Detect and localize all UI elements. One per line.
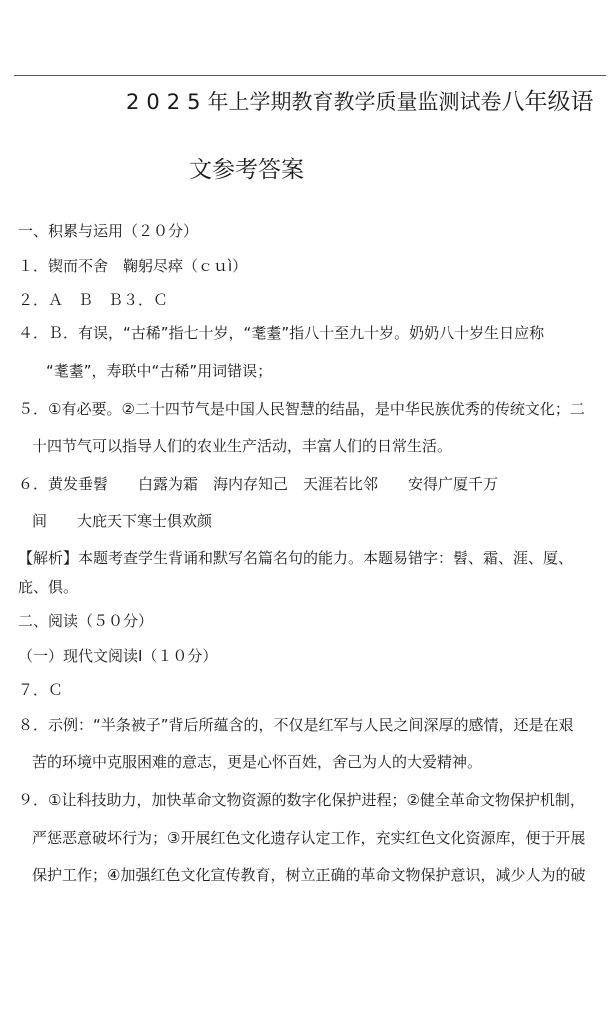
answer-4: ４．Ｂ．有误，“古稀”指七十岁，“耄耋”指八十至九十岁。奶奶八十岁生日应称: [18, 324, 545, 342]
answer-2-3: ２．Ａ Ｂ Ｂ３．Ｃ: [18, 291, 169, 309]
title-grade: 八年级语: [501, 89, 594, 115]
document-title-continued: 文参考答案: [189, 157, 304, 183]
answer-9-continued-2: 保护工作；④加强红色文化宣传教育，树立正确的革命文物保护意识，减少人为的破: [32, 866, 586, 884]
answer-1: １．锲而不舍 鞠躬尽瘁（ｃｕì）: [18, 257, 248, 275]
answer-6-analysis-continued: 庇、俱。: [18, 578, 79, 596]
title-year: 2025: [126, 90, 208, 114]
answer-4-continued: “耄耋”，寿联中“古稀”用词错误；: [46, 362, 273, 380]
document-title: [126, 85, 593, 119]
section-heading-reading: 二、阅读（５０分）: [18, 612, 154, 630]
answer-6-analysis: 【解析】本题考查学生背诵和默写名篇名句的能力。本题易错字：髫、霜、涯、厦、: [18, 549, 574, 567]
answer-9: ９．①让科技助力，加快革命文物资源的数字化保护进程；②健全革命文物保护机制，: [18, 791, 585, 809]
header-rule: [14, 75, 606, 76]
answer-5: ５．①有必要。②二十四节气是中国人民智慧的结晶，是中华民族优秀的传统文化；二: [18, 400, 585, 418]
answer-9-continued: 严惩恶意破坏行为；③开展红色文化遗存认定工作，充实红色文化资源库，便于开展: [32, 829, 586, 847]
answer-7: ７．Ｃ: [18, 681, 64, 699]
answer-5-continued: 十四节气可以指导人们的农业生产活动，丰富人们的日常生活。: [32, 437, 453, 455]
answer-6: ６．黄发垂髫 白露为霜 海内存知己 天涯若比邻 安得广厦千万: [18, 475, 499, 493]
answer-8: ８．示例：“半条被子”背后所蕴含的，不仅是红军与人民之间深厚的感情，还是在艰: [18, 716, 574, 734]
subsection-heading-modern-reading: （一）现代文阅读Ⅰ（１０分）: [18, 647, 218, 665]
answer-6-continued: 间 大庇天下寒士俱欢颜: [32, 512, 213, 530]
title-exam-name: 年上学期教育教学质量监测试卷: [207, 90, 502, 114]
answer-8-continued: 苦的环境中克服困难的意志，更是心怀百姓，舍己为人的大爱精神。: [32, 753, 483, 771]
section-heading-accumulation: 一、积累与运用（２０分）: [18, 222, 199, 240]
